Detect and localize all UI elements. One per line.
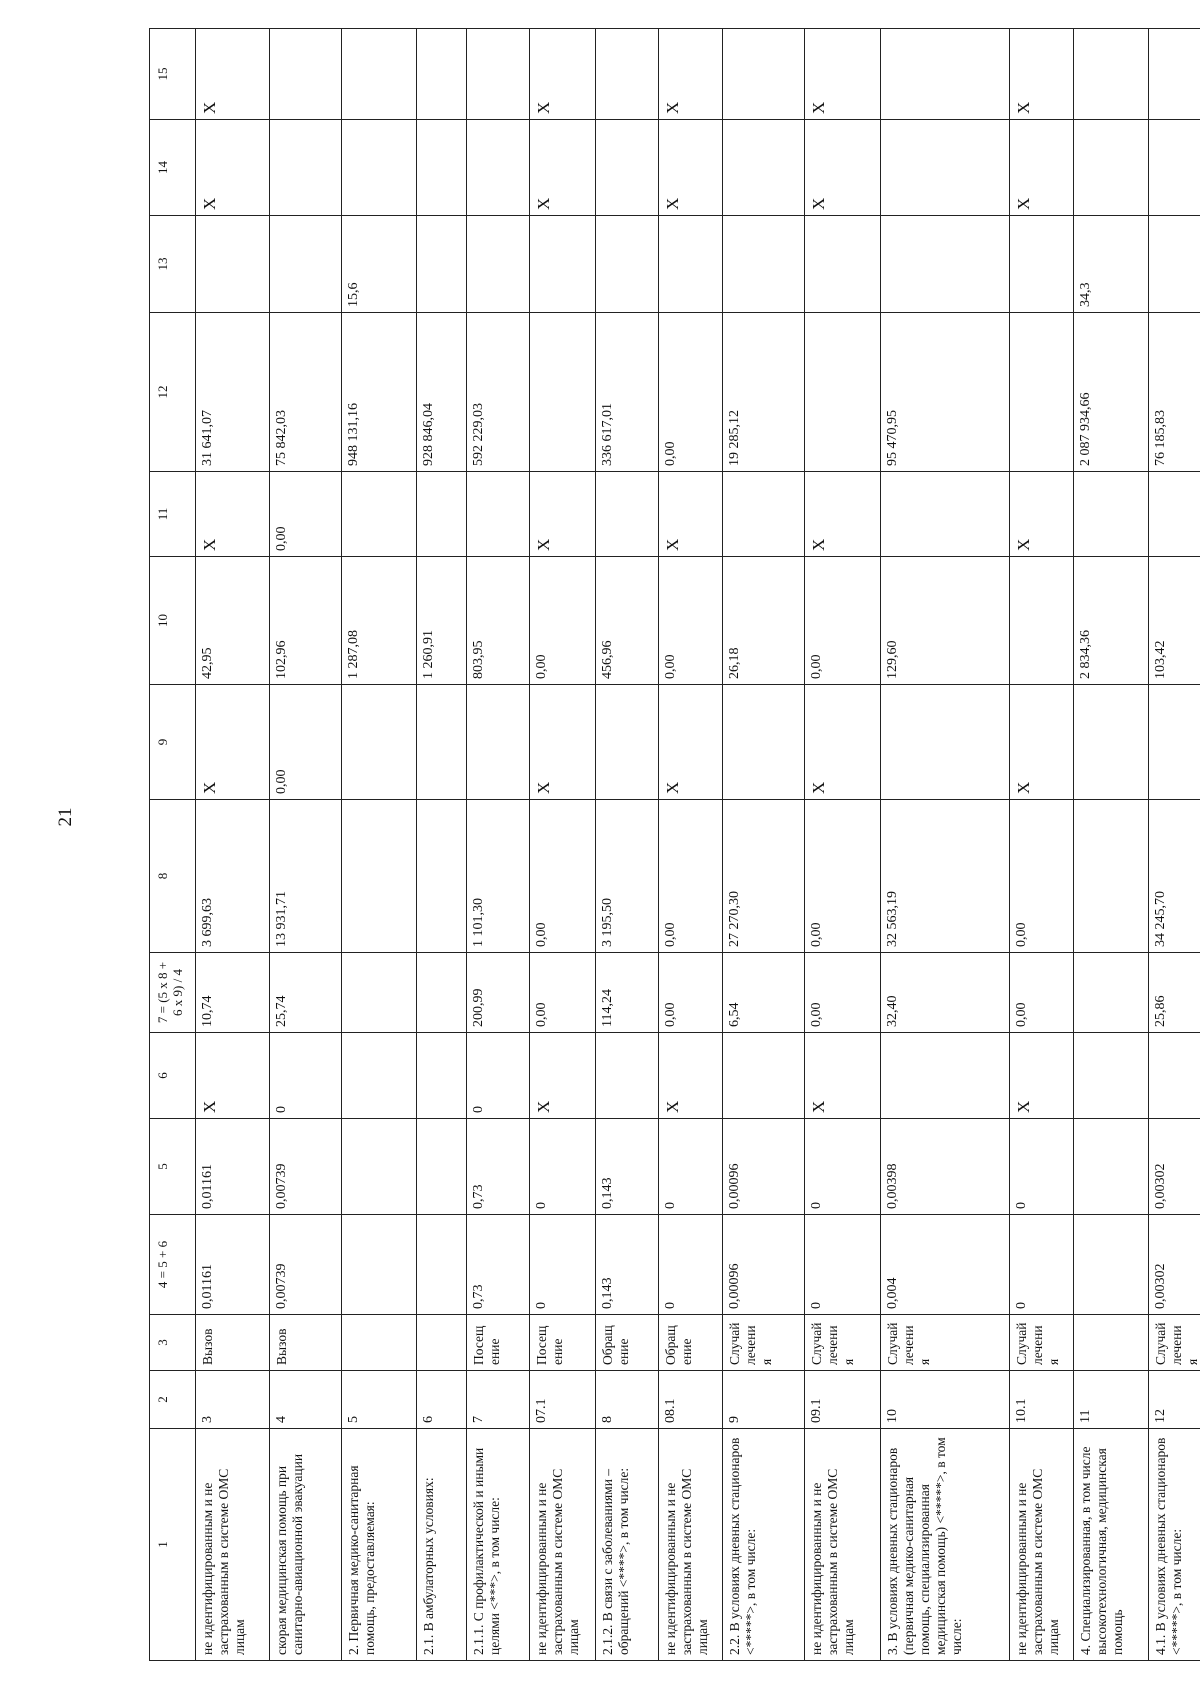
table-cell bbox=[805, 313, 881, 472]
row-number: 10 bbox=[881, 1371, 1009, 1429]
table-cell bbox=[1074, 800, 1149, 953]
table-row bbox=[466, 29, 530, 1661]
table-cell: 2 834,36 bbox=[1074, 557, 1149, 685]
table-cell bbox=[723, 685, 805, 800]
table-cell bbox=[466, 685, 530, 800]
table-cell: X bbox=[530, 1033, 596, 1119]
unit-cell: Случай лечения bbox=[723, 1315, 805, 1371]
table-cell: X bbox=[658, 685, 723, 800]
row-number: 11 bbox=[1074, 1371, 1149, 1429]
table-cell: 0,00 bbox=[530, 557, 596, 685]
table-cell bbox=[341, 800, 416, 953]
table-cell: 0 bbox=[466, 1033, 530, 1119]
table-row bbox=[596, 29, 659, 1661]
table-cell: 0,00 bbox=[270, 685, 342, 800]
financing-table-rotated bbox=[149, 29, 1200, 1661]
table-cell bbox=[270, 120, 342, 216]
table-cell bbox=[1149, 685, 1200, 800]
table-cell: 32 563,19 bbox=[881, 800, 1009, 953]
unit-cell bbox=[341, 1315, 416, 1371]
table-cell bbox=[341, 472, 416, 557]
table-cell bbox=[1074, 472, 1149, 557]
table-cell bbox=[596, 120, 659, 216]
table-row bbox=[270, 29, 342, 1661]
table-cell bbox=[881, 685, 1009, 800]
table-cell: 1 101,30 bbox=[466, 800, 530, 953]
table-cell bbox=[270, 216, 342, 313]
table-cell: 10,74 bbox=[196, 953, 270, 1033]
table-cell: 6,54 bbox=[723, 953, 805, 1033]
table-cell: 103,42 bbox=[1149, 557, 1200, 685]
table-cell bbox=[723, 120, 805, 216]
financing-table bbox=[149, 28, 1200, 1661]
table-cell bbox=[416, 120, 466, 216]
table-cell: 34 245,70 bbox=[1149, 800, 1200, 953]
table-cell: 0,00 bbox=[270, 472, 342, 557]
table-cell bbox=[341, 685, 416, 800]
table-cell bbox=[1074, 685, 1149, 800]
table-cell bbox=[196, 216, 270, 313]
table-cell: X bbox=[530, 29, 596, 120]
column-header: 7 = (5 x 8 + 6 x 9) / 4 bbox=[150, 953, 196, 1033]
row-label: 2.1. В амбулаторных условиях: bbox=[416, 1429, 466, 1661]
table-cell: 76 185,83 bbox=[1149, 313, 1200, 472]
column-header: 15 bbox=[150, 29, 196, 120]
table-cell: 25,86 bbox=[1149, 953, 1200, 1033]
table-cell: X bbox=[658, 29, 723, 120]
table-cell: 0,00 bbox=[530, 953, 596, 1033]
table-cell bbox=[530, 216, 596, 313]
table-cell: X bbox=[1009, 685, 1074, 800]
table-cell: 0 bbox=[530, 1119, 596, 1215]
unit-cell: Случай лечения bbox=[1149, 1315, 1200, 1371]
table-row bbox=[805, 29, 881, 1661]
table-cell: 0 bbox=[658, 1215, 723, 1315]
unit-cell: Обращение bbox=[658, 1315, 723, 1371]
table-cell: 336 617,01 bbox=[596, 313, 659, 472]
table-cell: 0,00096 bbox=[723, 1215, 805, 1315]
table-cell bbox=[466, 29, 530, 120]
table-row bbox=[658, 29, 723, 1661]
row-label: не идентифицированным и не застрахованным в системе ОМС лицам bbox=[1009, 1429, 1074, 1661]
table-cell: 928 846,04 bbox=[416, 313, 466, 472]
row-label: не идентифицированным и не застрахованным в системе ОМС лицам bbox=[530, 1429, 596, 1661]
column-header: 3 bbox=[150, 1315, 196, 1371]
table-cell: 0,00739 bbox=[270, 1119, 342, 1215]
table-cell bbox=[466, 120, 530, 216]
table-row bbox=[341, 29, 416, 1661]
table-cell: X bbox=[196, 120, 270, 216]
row-number: 10.1 bbox=[1009, 1371, 1074, 1429]
column-header: 4 = 5 + 6 bbox=[150, 1215, 196, 1315]
table-cell: 0,00398 bbox=[881, 1119, 1009, 1215]
table-cell bbox=[466, 216, 530, 313]
table-cell bbox=[416, 29, 466, 120]
row-number: 7 bbox=[466, 1371, 530, 1429]
table-cell: X bbox=[196, 29, 270, 120]
row-number: 08.1 bbox=[658, 1371, 723, 1429]
table-row bbox=[530, 29, 596, 1661]
table-header-row bbox=[150, 29, 196, 1661]
table-cell bbox=[1009, 557, 1074, 685]
table-row bbox=[1074, 29, 1149, 1661]
table-cell bbox=[1074, 29, 1149, 120]
table-cell: 0,73 bbox=[466, 1119, 530, 1215]
table-cell bbox=[416, 953, 466, 1033]
table-cell bbox=[658, 216, 723, 313]
table-cell: 0,00 bbox=[805, 557, 881, 685]
table-cell bbox=[1149, 29, 1200, 120]
table-cell: 0,00 bbox=[1009, 953, 1074, 1033]
table-cell: X bbox=[1009, 472, 1074, 557]
row-number: 07.1 bbox=[530, 1371, 596, 1429]
row-label: 2.2. В условиях дневных стационаров <*****>, в том числе: bbox=[723, 1429, 805, 1661]
table-cell: 0,143 bbox=[596, 1215, 659, 1315]
table-cell: X bbox=[658, 120, 723, 216]
table-cell bbox=[1149, 1033, 1200, 1119]
table-cell: X bbox=[530, 120, 596, 216]
table-cell: 26,18 bbox=[723, 557, 805, 685]
column-header: 13 bbox=[150, 216, 196, 313]
table-cell: 75 842,03 bbox=[270, 313, 342, 472]
table-cell: 200,99 bbox=[466, 953, 530, 1033]
table-cell: 0,00096 bbox=[723, 1119, 805, 1215]
table-cell: 19 285,12 bbox=[723, 313, 805, 472]
row-label: 4.1. В условиях дневных стационаров <*****>, в том числе: bbox=[1149, 1429, 1200, 1661]
table-cell: 0,00 bbox=[658, 800, 723, 953]
table-cell: 0,00 bbox=[530, 800, 596, 953]
table-cell: 0 bbox=[1009, 1119, 1074, 1215]
table-cell: 114,24 bbox=[596, 953, 659, 1033]
table-cell bbox=[416, 216, 466, 313]
table-cell: X bbox=[805, 685, 881, 800]
row-label: 2.1.1. С профилактической и иными целями <***>, в том числе: bbox=[466, 1429, 530, 1661]
table-cell: 13 931,71 bbox=[270, 800, 342, 953]
table-cell: 1 287,08 bbox=[341, 557, 416, 685]
table-cell bbox=[341, 1215, 416, 1315]
table-cell bbox=[881, 29, 1009, 120]
table-cell bbox=[596, 472, 659, 557]
table-cell: X bbox=[805, 29, 881, 120]
table-cell: 0,00302 bbox=[1149, 1215, 1200, 1315]
table-cell: X bbox=[805, 1033, 881, 1119]
table-cell bbox=[341, 120, 416, 216]
table-cell: 129,60 bbox=[881, 557, 1009, 685]
column-header: 8 bbox=[150, 800, 196, 953]
row-number: 9 bbox=[723, 1371, 805, 1429]
table-cell: 25,74 bbox=[270, 953, 342, 1033]
table-cell: X bbox=[1009, 29, 1074, 120]
table-cell: 0,00302 bbox=[1149, 1119, 1200, 1215]
table-cell: 27 270,30 bbox=[723, 800, 805, 953]
unit-cell: Посещение bbox=[466, 1315, 530, 1371]
row-number: 12 bbox=[1149, 1371, 1200, 1429]
table-cell: 0,00 bbox=[805, 800, 881, 953]
table-cell bbox=[416, 472, 466, 557]
row-number: 5 bbox=[341, 1371, 416, 1429]
table-cell bbox=[341, 1119, 416, 1215]
unit-cell: Случай лечения bbox=[881, 1315, 1009, 1371]
column-header: 11 bbox=[150, 472, 196, 557]
table-cell: 0,004 bbox=[881, 1215, 1009, 1315]
row-number: 09.1 bbox=[805, 1371, 881, 1429]
table-cell: 42,95 bbox=[196, 557, 270, 685]
table-cell: 0,143 bbox=[596, 1119, 659, 1215]
table-cell: 0 bbox=[1009, 1215, 1074, 1315]
table-cell bbox=[1149, 216, 1200, 313]
table-cell: 95 470,95 bbox=[881, 313, 1009, 472]
table-cell: X bbox=[1009, 120, 1074, 216]
table-cell: 0,00 bbox=[658, 313, 723, 472]
row-label: 2.1.2. В связи с заболеваниями – обращений <****>, в том числе: bbox=[596, 1429, 659, 1661]
table-cell: 102,96 bbox=[270, 557, 342, 685]
table-cell: X bbox=[196, 685, 270, 800]
table-cell bbox=[596, 216, 659, 313]
column-header: 12 bbox=[150, 313, 196, 472]
table-cell bbox=[1074, 1119, 1149, 1215]
table-cell: X bbox=[805, 120, 881, 216]
table-cell bbox=[466, 472, 530, 557]
table-cell: 948 131,16 bbox=[341, 313, 416, 472]
table-cell: X bbox=[805, 472, 881, 557]
table-cell bbox=[881, 216, 1009, 313]
column-header: 2 bbox=[150, 1371, 196, 1429]
table-cell bbox=[416, 685, 466, 800]
table-cell bbox=[881, 120, 1009, 216]
table-cell bbox=[416, 1119, 466, 1215]
table-cell bbox=[805, 216, 881, 313]
table-cell bbox=[1074, 1033, 1149, 1119]
table-cell bbox=[1074, 953, 1149, 1033]
table-cell: X bbox=[196, 1033, 270, 1119]
page-number: 21 bbox=[55, 807, 76, 827]
column-header: 5 bbox=[150, 1119, 196, 1215]
table-cell bbox=[341, 29, 416, 120]
table-cell: 2 087 934,66 bbox=[1074, 313, 1149, 472]
table-cell: 0 bbox=[805, 1215, 881, 1315]
table-cell: X bbox=[530, 685, 596, 800]
table-cell bbox=[341, 953, 416, 1033]
table-cell: X bbox=[196, 472, 270, 557]
table-cell bbox=[596, 685, 659, 800]
table-cell: X bbox=[658, 472, 723, 557]
table-row bbox=[881, 29, 1009, 1661]
table-cell bbox=[416, 1215, 466, 1315]
unit-cell: Обращение bbox=[596, 1315, 659, 1371]
table-cell: X bbox=[658, 1033, 723, 1119]
table-cell bbox=[596, 29, 659, 120]
table-cell: 1 260,91 bbox=[416, 557, 466, 685]
table-cell: 0,00 bbox=[1009, 800, 1074, 953]
table-cell: X bbox=[1009, 1033, 1074, 1119]
table-row bbox=[1009, 29, 1074, 1661]
table-cell bbox=[1009, 216, 1074, 313]
table-cell: 0,01161 bbox=[196, 1215, 270, 1315]
table-cell bbox=[1149, 120, 1200, 216]
table-cell bbox=[723, 472, 805, 557]
table-cell bbox=[723, 1033, 805, 1119]
row-number: 6 bbox=[416, 1371, 466, 1429]
table-cell: 0,00 bbox=[658, 557, 723, 685]
table-cell: 456,96 bbox=[596, 557, 659, 685]
row-label: не идентифицированным и не застрахованным в системе ОМС лицам bbox=[805, 1429, 881, 1661]
table-row bbox=[196, 29, 270, 1661]
table-cell: 0 bbox=[530, 1215, 596, 1315]
row-label: не идентифицированным и не застрахованным в системе ОМС лицам bbox=[658, 1429, 723, 1661]
column-header: 10 bbox=[150, 557, 196, 685]
table-cell: X bbox=[530, 472, 596, 557]
unit-cell: Случай лечения bbox=[805, 1315, 881, 1371]
unit-cell bbox=[416, 1315, 466, 1371]
table-cell: 0 bbox=[270, 1033, 342, 1119]
table-cell bbox=[530, 313, 596, 472]
unit-cell bbox=[1074, 1315, 1149, 1371]
row-label: не идентифицированным и не застрахованным в системе ОМС лицам bbox=[196, 1429, 270, 1661]
unit-cell: Вызов bbox=[270, 1315, 342, 1371]
table-cell: 0 bbox=[805, 1119, 881, 1215]
table-cell bbox=[1149, 472, 1200, 557]
table-row bbox=[723, 29, 805, 1661]
unit-cell: Посещение bbox=[530, 1315, 596, 1371]
table-cell bbox=[723, 29, 805, 120]
row-label: 3. В условиях дневных стационаров (первичная медико-санитарная помощь, специализированная медицинская помощь) <*****>, в том числе: bbox=[881, 1429, 1009, 1661]
table-row bbox=[1149, 29, 1200, 1661]
unit-cell: Случай лечения bbox=[1009, 1315, 1074, 1371]
row-number: 3 bbox=[196, 1371, 270, 1429]
table-cell: 0,00 bbox=[658, 953, 723, 1033]
table-cell bbox=[881, 1033, 1009, 1119]
table-cell: 0,00 bbox=[805, 953, 881, 1033]
table-cell bbox=[341, 1033, 416, 1119]
table-cell: 0,00739 bbox=[270, 1215, 342, 1315]
table-cell bbox=[416, 1033, 466, 1119]
table-cell bbox=[1074, 120, 1149, 216]
table-cell bbox=[270, 29, 342, 120]
table-cell: 0,73 bbox=[466, 1215, 530, 1315]
table-row bbox=[416, 29, 466, 1661]
row-number: 8 bbox=[596, 1371, 659, 1429]
table-cell bbox=[416, 800, 466, 953]
table-cell: 3 699,63 bbox=[196, 800, 270, 953]
table-cell: 3 195,50 bbox=[596, 800, 659, 953]
table-cell bbox=[881, 472, 1009, 557]
table-cell: 31 641,07 bbox=[196, 313, 270, 472]
table-cell bbox=[723, 216, 805, 313]
row-number: 4 bbox=[270, 1371, 342, 1429]
table-cell bbox=[596, 1033, 659, 1119]
row-label: 4. Специализированная, в том числе высокотехнологичная, медицинская помощь bbox=[1074, 1429, 1149, 1661]
table-cell: 0,01161 bbox=[196, 1119, 270, 1215]
column-header: 6 bbox=[150, 1033, 196, 1119]
column-header: 1 bbox=[150, 1429, 196, 1661]
unit-cell: Вызов bbox=[196, 1315, 270, 1371]
table-cell: 32,40 bbox=[881, 953, 1009, 1033]
row-label: 2. Первичная медико-санитарная помощь, предоставляемая: bbox=[341, 1429, 416, 1661]
table-cell: 592 229,03 bbox=[466, 313, 530, 472]
table-cell: 34,3 bbox=[1074, 216, 1149, 313]
table-cell: 803,95 bbox=[466, 557, 530, 685]
column-header: 14 bbox=[150, 120, 196, 216]
table-cell bbox=[1074, 1215, 1149, 1315]
column-header: 9 bbox=[150, 685, 196, 800]
table-cell: 0 bbox=[658, 1119, 723, 1215]
table-cell: 15,6 bbox=[341, 216, 416, 313]
table-cell bbox=[1009, 313, 1074, 472]
row-label: скорая медицинская помощь при санитарно-авиационной эвакуации bbox=[270, 1429, 342, 1661]
